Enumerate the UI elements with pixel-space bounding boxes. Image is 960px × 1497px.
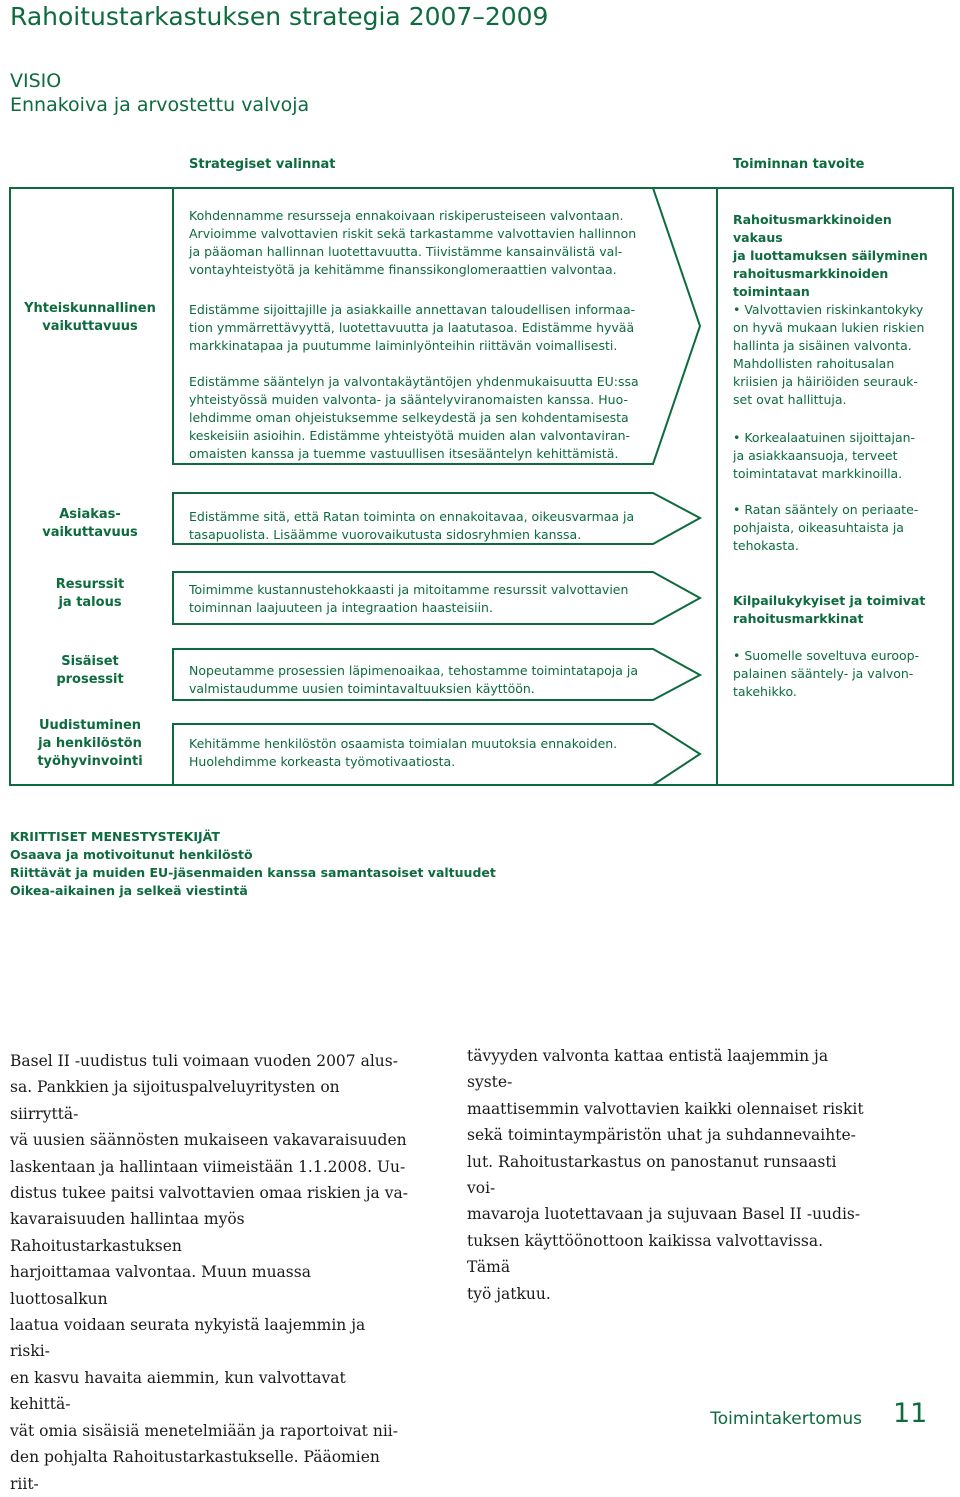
row-label-renewal: Uudistuminen ja henkilöstön työhyvinvointi xyxy=(37,718,143,769)
strategic-choices-header: Strategiset valinnat xyxy=(189,157,336,172)
operational-goals-header: Toiminnan tavoite xyxy=(733,157,865,172)
page-number: 11 xyxy=(893,1398,928,1429)
csf-item: Osaava ja motivoitunut henkilöstö xyxy=(10,847,253,862)
row-label-societal: Yhteiskunnallinen vaikuttavuus xyxy=(24,301,156,334)
body-text-right-column: tävyyden valvonta kattaa entistä laajemmin ja syste- maattisemmin valvottavien kaikki olennaiset riskit sekä toimintaympäristön uhat ja suhdannevaihte- lut. Rahoitustarkastus on panostanut runsaasti voi- mavaroja luotettavaan ja sujuvaan Basel II -uudis- tuksen käyttöönottoon kaikissa valvottavissa. Tämä työ jatkuu. xyxy=(467,1047,864,1303)
goal-regulation: • Ratan sääntely on periaate- pohjaista, oikeasuhtaista ja tehokasta. xyxy=(733,502,919,553)
choice-societal-information: Edistämme sijoittajille ja asiakkaille annettavan taloudellisen informaa- tion ymmärrettävyyttä, luotettavuutta ja laatutasoa. Edistämme hyvää markkinatapaa ja puutumme laiminlyönteihin riittävän voimallisesti. xyxy=(189,302,636,353)
critical-success-factors xyxy=(10,828,496,900)
row-label-processes: Sisäiset prosessit xyxy=(56,654,124,687)
vision-text: Ennakoiva ja arvostettu valvoja xyxy=(10,94,310,116)
csf-heading: KRIITTISET MENESTYSTEKIJÄT xyxy=(10,829,220,844)
row-label-resources: Resurssit ja talous xyxy=(55,577,125,610)
choice-resources: Toimimme kustannustehokkaasti ja mitoitamme resurssit valvottavien toiminnan laajuuteen ja integraation haasteisiin. xyxy=(189,582,629,615)
body-text-left-column: Basel II -uudistus tuli voimaan vuoden 2007 alus- sa. Pankkien ja sijoituspalveluyritysten on siirryttä- vä uusien säännösten mukaiseen vakavaraisuuden laskentaan ja hallintaan viimeistään 1.1.2008. Uu- distus tukee paitsi valvottavien omaa riskien ja va- kavaraisuuden hallintaa myös Rahoitustarkastuksen harjoittamaa valvontaa. Muun muassa luottosalkun laatua voidaan seurata nykyistä laajemmin ja riski- en kasvu havaita aiemmin, kun valvottavat kehittä- vät omia sisäisiä menetelmiään ja raportoivat nii- den pohjalta Rahoitustarkastukselle. Pääomien riit- xyxy=(10,1052,408,1493)
footer-publication: Toimintakertomus xyxy=(710,1409,862,1429)
csf-item: Riittävät ja muiden EU-jäsenmaiden kanssa samantasoiset valtuudet xyxy=(10,865,496,880)
goal-european-framework: • Suomelle soveltuva euroop- palainen sääntely- ja valvon- takehikko. xyxy=(733,648,920,699)
goal-risk-capacity: • Valvottavien riskinkantokyky on hyvä mukaan lukien riskien hallinta ja sisäinen valvonta. Mahdollisten rahoitusalan kriisien ja häiriöiden seurauk- set ovat hallittuja. xyxy=(733,302,925,407)
row-label-customer: Asiakas- vaikuttavuus xyxy=(42,507,138,540)
choice-societal-regulation: Edistämme sääntelyn ja valvontakäytäntöjen yhdenmukaisuutta EU:ssa yhteistyössä muiden valvonta- ja sääntelyviranomaisten kanssa. Huo- lehdimme oman ohjeistuksemme selkeydestä ja sen kohdentamisesta keskeisiin asioihin. Edistämme yhteistyötä muiden alan valvontaviran- omaisten kanssa ja tuemme vastuullisen itsesääntelyn kehittämistä. xyxy=(189,374,639,461)
vision-label: VISIO xyxy=(10,70,62,92)
goal-competitive-markets: Kilpailukykyiset ja toimivat rahoitusmarkkinat xyxy=(733,593,926,626)
choice-customer: Edistämme sitä, että Ratan toiminta on ennakoitavaa, oikeusvarmaa ja tasapuolista. Lisäämme vuorovaikutusta sidosryhmien kanssa. xyxy=(189,509,635,542)
goal-stability: Rahoitusmarkkinoiden vakaus ja luottamuksen säilyminen rahoitusmarkkinoiden toimintaan xyxy=(733,212,928,299)
choice-societal-resources: Kohdennamme resursseja ennakoivaan riskiperusteiseen valvontaan. Arvioimme valvottavien riskit sekä tarkastamme valvottavien hallinnon ja pääoman hallinnan luotettavuutta. Tiivistämme kansainvälistä val- vontayhteistyötä ja kehitämme finanssikonglomeraattien valvontaa. xyxy=(189,208,637,277)
goal-investor-protection: • Korkealaatuinen sijoittajan- ja asiakkaansuoja, terveet toimintatavat markkinoilla. xyxy=(733,430,916,481)
choice-processes: Nopeutamme prosessien läpimenoaikaa, tehostamme toimintatapoja ja valmistaudumme uusien toimintavaltuuksien käyttöön. xyxy=(189,663,639,696)
choice-renewal: Kehitämme henkilöstön osaamista toimialan muutoksia ennakoiden. Huolehdimme korkeasta työmotivaatiosta. xyxy=(189,736,618,769)
csf-item: Oikea-aikainen ja selkeä viestintä xyxy=(10,883,248,898)
page-title: Rahoitustarkastuksen strategia 2007–2009 xyxy=(10,2,549,31)
